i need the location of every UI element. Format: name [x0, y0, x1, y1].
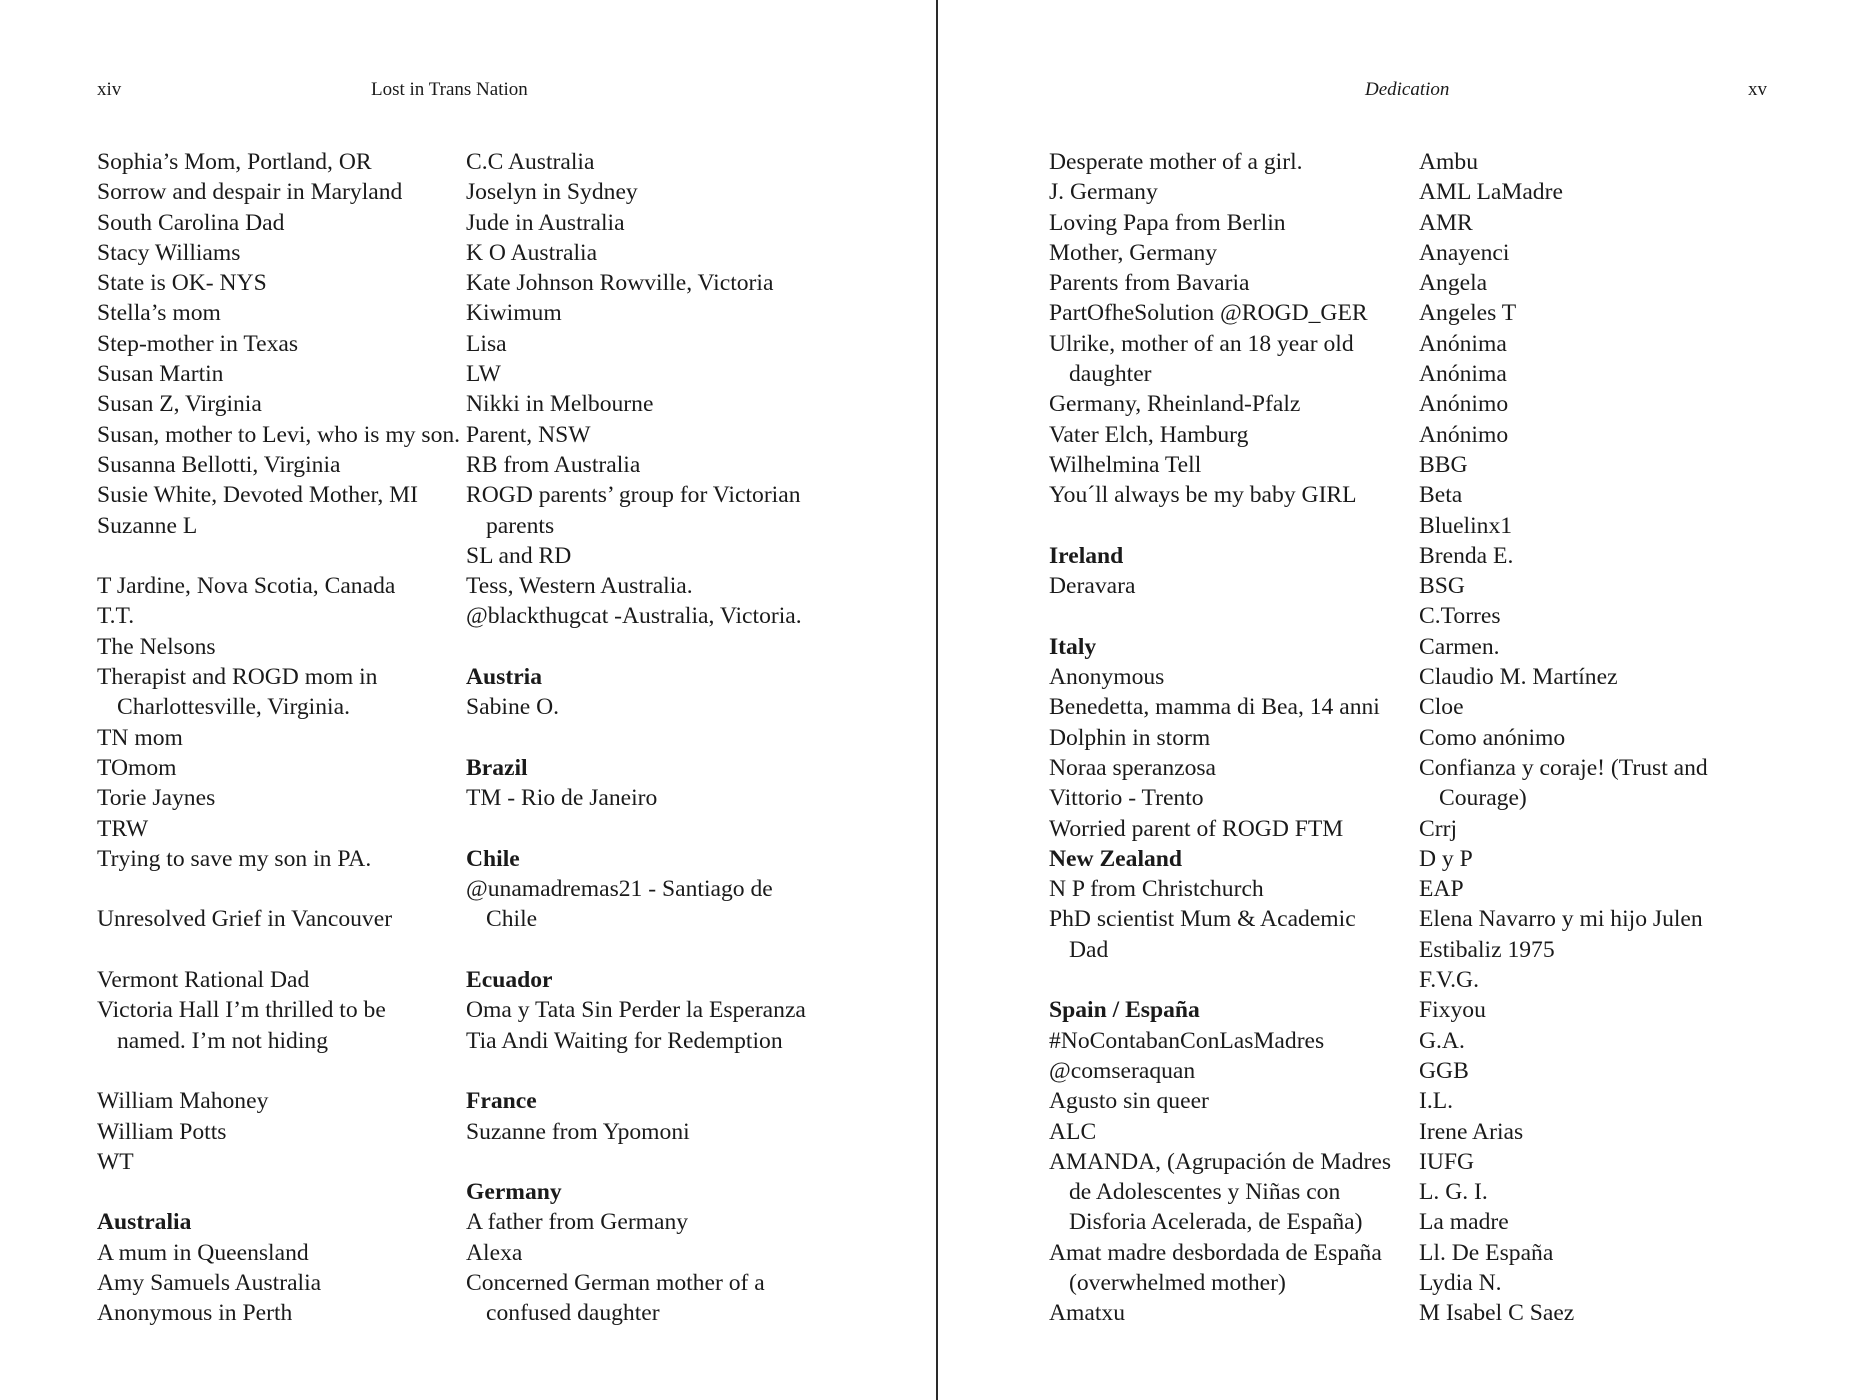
dedication-entry-continuation: Chile	[486, 906, 538, 933]
page-number: xv	[1748, 79, 1767, 100]
dedication-entry: Angeles T	[1419, 300, 1517, 327]
dedication-entry: Suzanne L	[97, 512, 198, 539]
dedication-entry: Susan Martin	[97, 361, 224, 388]
country-heading: Italy	[1049, 633, 1097, 660]
dedication-entry: Anónima	[1419, 330, 1507, 357]
dedication-entry: IUFG	[1419, 1148, 1475, 1175]
spacer	[1049, 601, 1391, 631]
dedication-entry: Wilhelmina Tell	[1049, 451, 1202, 478]
dedication-entry: Amy Samuels Australia	[97, 1269, 322, 1296]
dedication-entry-continuation: Courage)	[1439, 785, 1527, 812]
dedication-entry: SL and RD	[466, 542, 572, 569]
dedication-entry: WT	[97, 1148, 134, 1175]
dedication-entry: Bluelinx1	[1419, 512, 1513, 539]
country-heading: Australia	[97, 1209, 192, 1236]
spacer	[466, 935, 806, 965]
spacer	[97, 935, 460, 965]
name-column	[1049, 147, 1391, 1329]
spacer	[97, 541, 460, 571]
dedication-entry-continuation: Disforia Acelerada, de España)	[1069, 1209, 1363, 1236]
dedication-entry: Brenda E.	[1419, 542, 1514, 569]
spacer	[97, 1056, 460, 1086]
dedication-entry: Parent, NSW	[466, 421, 591, 448]
dedication-entry: BSG	[1419, 573, 1465, 600]
dedication-entry: Amat madre desbordada de España	[1049, 1239, 1382, 1266]
country-heading: Germany	[466, 1179, 562, 1206]
spacer	[466, 723, 806, 753]
running-title: Lost in Trans Nation	[371, 79, 528, 100]
dedication-entry: Sophia’s Mom, Portland, OR	[97, 149, 372, 175]
dedication-entry: Vittorio - Trento	[1049, 785, 1204, 812]
dedication-entry: Beta	[1419, 482, 1463, 509]
dedication-entry: Noraa speranzosa	[1049, 754, 1217, 781]
name-column	[466, 147, 806, 1329]
dedication-entry: La madre	[1419, 1209, 1509, 1236]
dedication-entry: The Nelsons	[97, 633, 216, 660]
country-heading: Ireland	[1049, 542, 1124, 569]
dedication-entry: GGB	[1419, 1057, 1469, 1084]
dedication-entry: Agusto sin queer	[1049, 1088, 1209, 1115]
dedication-entry: ALC	[1049, 1118, 1097, 1145]
dedication-entry-continuation: daughter	[1069, 361, 1152, 388]
dedication-entry: TRW	[97, 815, 149, 842]
dedication-entry: PhD scientist Mum & Academic	[1049, 906, 1356, 933]
dedication-entry: Kiwimum	[466, 300, 562, 327]
dedication-entry: Concerned German mother of a	[466, 1269, 765, 1296]
dedication-entry-continuation: confused daughter	[486, 1300, 660, 1327]
dedication-entry: Jude in Australia	[466, 209, 625, 236]
dedication-entry: G.A.	[1419, 1027, 1465, 1054]
dedication-entry: State is OK- NYS	[97, 270, 267, 297]
name-column	[97, 147, 460, 1329]
dedication-entry-continuation: named. I’m not hiding	[117, 1027, 328, 1054]
dedication-entry: Anonymous in Perth	[97, 1300, 293, 1327]
dedication-entry: A father from Germany	[466, 1209, 689, 1236]
dedication-entry: Suzanne from Ypomoni	[466, 1118, 690, 1145]
dedication-entry: Tia Andi Waiting for Redemption	[466, 1027, 783, 1054]
dedication-entry: TN mom	[97, 724, 183, 751]
dedication-entry: Sorrow and despair in Maryland	[97, 179, 403, 206]
dedication-entry: Susanna Bellotti, Virginia	[97, 451, 341, 478]
dedication-entry: Trying to save my son in PA.	[97, 845, 372, 872]
dedication-entry: T Jardine, Nova Scotia, Canada	[97, 573, 396, 600]
dedication-entry: Elena Navarro y mi hijo Julen	[1419, 906, 1703, 933]
dedication-entry-continuation: Charlottesville, Virginia.	[117, 694, 350, 721]
spacer	[466, 632, 806, 662]
country-heading: Chile	[466, 845, 520, 872]
page-number: xiv	[97, 79, 122, 100]
dedication-entry: Torie Jaynes	[97, 785, 216, 812]
dedication-entry: Sabine O.	[466, 694, 560, 721]
dedication-entry: Amatxu	[1049, 1300, 1126, 1327]
dedication-entry: Vater Elch, Hamburg	[1049, 421, 1249, 448]
dedication-entry: @unamadremas21 - Santiago de	[466, 876, 773, 903]
country-heading: Ecuador	[466, 967, 553, 994]
dedication-entry: Crrj	[1419, 815, 1458, 842]
dedication-entry: Fixyou	[1419, 997, 1486, 1024]
dedication-entry: N P from Christchurch	[1049, 876, 1264, 903]
dedication-entry: AMANDA, (Agrupación de Madres	[1049, 1148, 1392, 1175]
dedication-entry: K O Australia	[466, 239, 598, 266]
running-title: Dedication	[1365, 79, 1450, 100]
dedication-entry: Stacy Williams	[97, 239, 241, 266]
dedication-entry: Lisa	[466, 330, 507, 357]
country-heading: France	[466, 1088, 537, 1115]
dedication-entry: Alexa	[466, 1239, 523, 1266]
spacer	[466, 1147, 806, 1177]
dedication-entry: @comseraquan	[1049, 1057, 1196, 1084]
dedication-entry: M Isabel C Saez	[1419, 1300, 1575, 1327]
dedication-entry: Therapist and ROGD mom in	[97, 664, 378, 691]
dedication-entry-continuation: (overwhelmed mother)	[1069, 1269, 1286, 1296]
dedication-entry: Victoria Hall I’m thrilled to be	[97, 997, 386, 1024]
dedication-entry-continuation: Dad	[1069, 936, 1109, 963]
dedication-entry: Lydia N.	[1419, 1269, 1502, 1296]
dedication-entry: Dolphin in storm	[1049, 724, 1211, 751]
dedication-entry: TM - Rio de Janeiro	[466, 785, 658, 812]
dedication-entry: Susie White, Devoted Mother, MI	[97, 482, 419, 509]
name-column	[1419, 147, 1708, 1329]
dedication-entry: Anónimo	[1419, 421, 1509, 448]
dedication-entry: Oma y Tata Sin Perder la Esperanza	[466, 997, 806, 1024]
dedication-entry: AML LaMadre	[1419, 179, 1563, 206]
dedication-entry: Irene Arias	[1419, 1118, 1524, 1145]
dedication-entry: Anayenci	[1419, 239, 1510, 266]
dedication-entry: You´ll always be my baby GIRL	[1049, 482, 1357, 509]
dedication-entry: William Potts	[97, 1118, 227, 1145]
dedication-entry: Stella’s mom	[97, 300, 221, 327]
dedication-entry: BBG	[1419, 451, 1468, 478]
dedication-entry-continuation: de Adolescentes y Niñas con	[1069, 1179, 1341, 1206]
dedication-entry: I.L.	[1419, 1088, 1454, 1115]
dedication-entry: TOmom	[97, 754, 177, 781]
dedication-entry: Parents from Bavaria	[1049, 270, 1250, 297]
dedication-entry-continuation: parents	[486, 512, 555, 539]
dedication-entry: PartOfheSolution @ROGD_GER	[1049, 300, 1368, 327]
dedication-entry: Como anónimo	[1419, 724, 1566, 751]
dedication-entry: ROGD parents’ group for Victorian	[466, 482, 801, 509]
dedication-entry: Vermont Rational Dad	[97, 967, 310, 994]
dedication-entry: Desperate mother of a girl.	[1049, 149, 1303, 175]
dedication-entry: @blackthugcat -Australia, Victoria.	[466, 603, 802, 630]
dedication-entry: J. Germany	[1049, 179, 1158, 206]
dedication-entry: EAP	[1419, 876, 1464, 903]
dedication-entry: Mother, Germany	[1049, 239, 1218, 266]
dedication-entry: L. G. I.	[1419, 1179, 1488, 1206]
dedication-entry: Germany, Rheinland-Pfalz	[1049, 391, 1301, 418]
dedication-entry: Deravara	[1049, 573, 1136, 600]
dedication-entry: Ll. De España	[1419, 1239, 1554, 1266]
dedication-entry: C.C Australia	[466, 149, 595, 175]
dedication-entry: Kate Johnson Rowville, Victoria	[466, 270, 774, 297]
country-heading: New Zealand	[1049, 845, 1183, 872]
spacer	[1049, 511, 1391, 541]
dedication-entry: LW	[466, 361, 501, 388]
dedication-entry: Anónimo	[1419, 391, 1509, 418]
dedication-entry: Nikki in Melbourne	[466, 391, 654, 418]
country-heading: Austria	[466, 664, 543, 691]
dedication-entry: D y P	[1419, 845, 1473, 872]
dedication-entry: Estibaliz 1975	[1419, 936, 1555, 963]
spacer	[1049, 965, 1391, 995]
dedication-entry: Carmen.	[1419, 633, 1500, 660]
spacer	[97, 1177, 460, 1207]
dedication-entry: Tess, Western Australia.	[466, 573, 693, 600]
dedication-entry: South Carolina Dad	[97, 209, 285, 236]
dedication-entry: T.T.	[97, 603, 135, 630]
country-heading: Spain / España	[1049, 997, 1200, 1024]
dedication-entry: Step-mother in Texas	[97, 330, 299, 357]
dedication-entry: Confianza y coraje! (Trust and	[1419, 754, 1708, 781]
spacer	[466, 814, 806, 844]
dedication-entry: C.Torres	[1419, 603, 1501, 630]
dedication-entry: Unresolved Grief in Vancouver	[97, 906, 393, 933]
dedication-entry: Joselyn in Sydney	[466, 179, 638, 206]
dedication-entry: AMR	[1419, 209, 1473, 236]
dedication-entry: A mum in Queensland	[97, 1239, 309, 1266]
dedication-entry: RB from Australia	[466, 451, 641, 478]
dedication-entry: Cloe	[1419, 694, 1464, 721]
dedication-entry: #NoContabanConLasMadres	[1049, 1027, 1325, 1054]
dedication-entry: Loving Papa from Berlin	[1049, 209, 1286, 236]
dedication-entry: Benedetta, mamma di Bea, 14 anni	[1049, 694, 1380, 721]
dedication-entry: Susan Z, Virginia	[97, 391, 262, 418]
country-heading: Brazil	[466, 754, 528, 781]
dedication-entry: Ulrike, mother of an 18 year old	[1049, 330, 1354, 357]
dedication-entry: Anónima	[1419, 361, 1507, 388]
dedication-entry: F.V.G.	[1419, 967, 1479, 994]
dedication-entry: Susan, mother to Levi, who is my son.	[97, 421, 461, 448]
spacer	[466, 1056, 806, 1086]
dedication-entry: Claudio M. Martínez	[1419, 664, 1618, 691]
dedication-entry: Anonymous	[1049, 664, 1165, 691]
dedication-entry: Worried parent of ROGD FTM	[1049, 815, 1344, 842]
dedication-entry: William Mahoney	[97, 1088, 269, 1115]
dedication-entry: Ambu	[1419, 149, 1478, 175]
right-page	[938, 0, 1866, 1400]
dedication-entry: Angela	[1419, 270, 1488, 297]
spacer	[97, 874, 460, 904]
